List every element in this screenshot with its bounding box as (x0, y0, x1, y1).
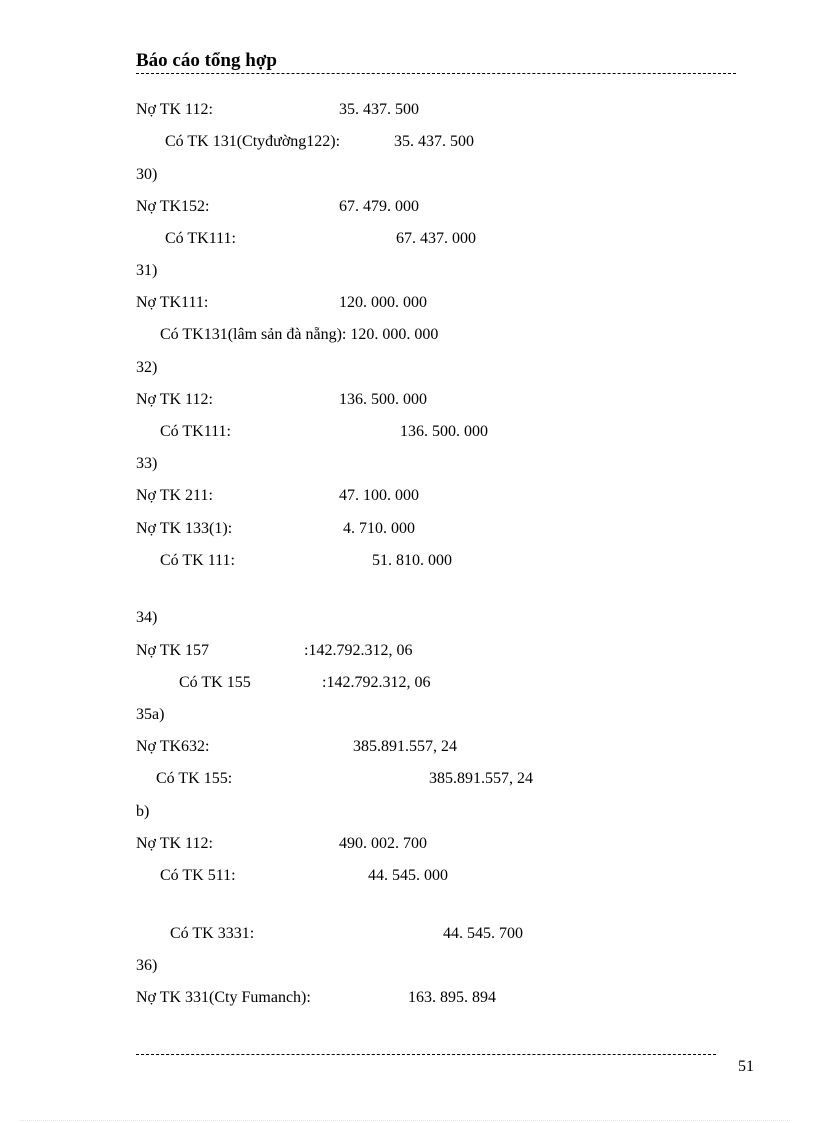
footer-divider (136, 1054, 716, 1055)
entry-debit-amount: 67. 479. 000 (339, 198, 419, 215)
entry-credit-line: Có TK131(lâm sản đà nẵng): 120. 000. 000 (160, 326, 439, 343)
entry-debit-label: Nợ TK 112: (136, 101, 213, 118)
entry-debit-amount: 47. 100. 000 (339, 487, 419, 504)
entry-number: 32) (136, 359, 158, 376)
header-divider (136, 73, 736, 74)
entry-debit-label: Nợ TK152: (136, 198, 210, 215)
entry-credit-label: Có TK 111: (160, 552, 235, 569)
entry-debit-label: Nợ TK 112: (136, 391, 213, 408)
entry-number: 34) (136, 609, 158, 626)
entry-number: 31) (136, 262, 158, 279)
page-bottom-border (20, 1120, 790, 1121)
entry-debit-label: Nợ TK 157 (136, 642, 210, 659)
entry-credit-label: Có TK 511: (160, 867, 236, 884)
entry-debit-label: Nợ TK 211: (136, 487, 213, 504)
page-header-title: Báo cáo tổng hợp (136, 50, 277, 71)
entry-debit-amount: 35. 437. 500 (339, 101, 419, 118)
entry-debit-amount: 4. 710. 000 (343, 520, 415, 537)
entry-credit-amount: :142.792.312, 06 (322, 674, 431, 691)
entry-debit-amount: 136. 500. 000 (339, 391, 427, 408)
entry-credit-amount: 44. 545. 700 (443, 925, 523, 942)
page-number: 51 (738, 1058, 754, 1075)
entry-credit-amount: 67. 437. 000 (396, 230, 476, 247)
entry-credit-label: Có TK 155: (156, 770, 233, 787)
entry-number: b) (136, 803, 150, 820)
entry-debit-amount: 120. 000. 000 (339, 294, 427, 311)
entry-credit-label: Có TK 3331: (170, 925, 255, 942)
entry-number: 30) (136, 166, 158, 183)
entry-credit-amount: 35. 437. 500 (394, 133, 474, 150)
entry-credit-label: Có TK111: (160, 423, 231, 440)
entry-debit-amount: :142.792.312, 06 (304, 642, 413, 659)
entry-credit-amount: 44. 545. 000 (368, 867, 448, 884)
entry-debit-label: Nợ TK632: (136, 738, 210, 755)
entry-number: 33) (136, 455, 158, 472)
entry-credit-label: Có TK 155 (179, 674, 251, 691)
entry-number: 36) (136, 957, 158, 974)
entry-credit-amount: 51. 810. 000 (372, 552, 452, 569)
entry-credit-amount: 136. 500. 000 (400, 423, 488, 440)
entry-credit-amount: 385.891.557, 24 (429, 770, 533, 787)
entry-number: 35a) (136, 706, 165, 723)
entry-debit-label: Nợ TK 112: (136, 835, 213, 852)
entry-credit-label: Có TK 131(Ctyđường122): (165, 133, 341, 150)
entry-credit-label: Có TK111: (165, 230, 236, 247)
entry-debit-amount: 163. 895. 894 (408, 989, 496, 1006)
entry-debit-label: Nợ TK 331(Cty Fumanch): (136, 989, 311, 1006)
entry-debit-label: Nợ TK 133(1): (136, 520, 233, 537)
entry-debit-amount: 490. 002. 700 (339, 835, 427, 852)
entry-debit-label: Nợ TK111: (136, 294, 209, 311)
entry-debit-amount: 385.891.557, 24 (353, 738, 457, 755)
